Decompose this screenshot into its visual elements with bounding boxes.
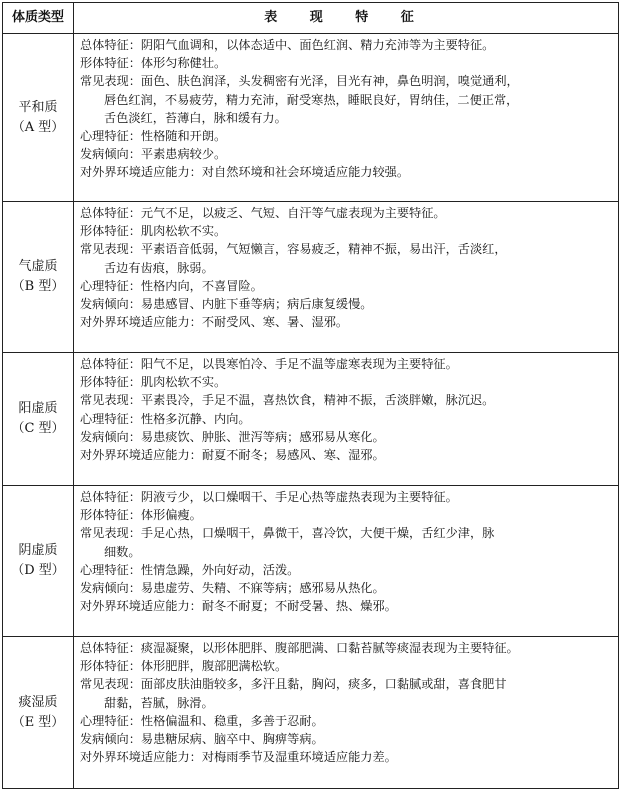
feature-line: 形体特征：肌肉松软不实。 <box>80 375 227 390</box>
constitution-type-code: （B 型） <box>11 279 65 294</box>
feature-line: 常见表现：面色、肤色润泽，头发稠密有光泽，目光有神，鼻色明润，嗅觉通利， <box>80 74 519 89</box>
constitution-features-cell <box>74 353 619 486</box>
constitution-type-cell <box>3 486 74 637</box>
constitution-type-name: 阳虚质 <box>18 401 58 416</box>
feature-line: 常见表现：平素畏冷，手足不温，喜热饮食，精神不振，舌淡胖嫩，脉沉迟。 <box>80 393 495 408</box>
table-row <box>3 202 619 353</box>
table-row <box>3 486 619 637</box>
constitution-type-name: 痰湿质 <box>18 694 58 710</box>
feature-line: 心理特征：性情急躁，外向好动，活泼。 <box>80 562 300 577</box>
feature-line: 对外界环境适应能力：耐冬不耐夏；不耐受暑、热、燥邪。 <box>80 599 397 614</box>
feature-line: 心理特征：性格内向，不喜冒险。 <box>80 278 263 293</box>
feature-line: 常见表现：平素语音低弱，气短懒言，容易疲乏，精神不振，易出汗，舌淡红， <box>80 242 507 257</box>
feature-line: 总体特征：阴阳气血调和，以体态适中、面色红润、精力充沛等为主要特征。 <box>80 38 495 52</box>
constitution-type-code: （C 型） <box>11 421 65 436</box>
feature-line: 发病倾向：易患痰饮、肿胀、泄泻等病；感邪易从寒化。 <box>80 429 385 444</box>
constitution-type-name: 阴虚质 <box>18 543 58 558</box>
constitution-type-name: 气虚质 <box>18 259 58 274</box>
constitution-features-cell <box>74 34 619 202</box>
feature-line: 对外界环境适应能力：不耐受风、寒、暑、湿邪。 <box>80 315 349 330</box>
feature-line: 甜黏，苔腻，脉滑。 <box>104 695 214 710</box>
feature-line: 发病倾向：易患糖尿病、脑卒中、胸痹等病。 <box>80 732 324 747</box>
constitution-type-code: （E 型） <box>11 714 65 730</box>
feature-line: 发病倾向：易患感冒、内脏下垂等病；病后康复缓慢。 <box>80 297 373 312</box>
table-header-row <box>3 3 619 34</box>
feature-line: 总体特征：阳气不足，以畏寒怕冷、手足不温等虚寒表现为主要特征。 <box>80 357 458 371</box>
constitution-table <box>2 2 619 789</box>
constitution-features-cell <box>74 486 619 637</box>
constitution-features-cell <box>74 202 619 353</box>
constitution-type-cell <box>3 202 74 353</box>
feature-line: 常见表现：手足心热，口燥咽干，鼻微干，喜冷饮，大便干燥，舌红少津，脉 <box>80 526 495 541</box>
feature-line: 舌边有齿痕，脉弱。 <box>104 260 214 275</box>
constitution-type-cell <box>3 353 74 486</box>
feature-line: 舌色淡红，苔薄白，脉和缓有力。 <box>104 110 287 125</box>
feature-line: 细数。 <box>104 544 141 559</box>
table-row <box>3 353 619 486</box>
feature-line: 心理特征：性格随和开朗。 <box>80 129 227 144</box>
feature-line: 对外界环境适应能力：对梅雨季节及湿重环境适应能力差。 <box>80 750 397 765</box>
feature-line: 形体特征：肌肉松软不实。 <box>80 224 227 239</box>
feature-line: 对外界环境适应能力：耐夏不耐冬；易感风、寒、湿邪。 <box>80 448 385 463</box>
feature-line: 唇色红润，不易疲劳，精力充沛，耐受寒热，睡眠良好，胃纳佳，二便正常， <box>104 92 519 107</box>
feature-line: 总体特征：痰湿凝聚，以形体肥胖、腹部肥满、口黏苔腻等痰湿表现为主要特征。 <box>80 641 519 655</box>
feature-line: 发病倾向：易患虚劳、失精、不寐等病；感邪易从热化。 <box>80 581 385 596</box>
feature-line: 总体特征：阴液亏少，以口燥咽干、手足心热等虚热表现为主要特征。 <box>80 490 458 504</box>
table-row <box>3 637 619 789</box>
constitution-type-cell <box>3 637 74 789</box>
constitution-type-name: 平和质 <box>18 99 58 115</box>
header-features: 表 现 特 征 <box>74 3 619 34</box>
feature-line: 心理特征：性格偏温和、稳重，多善于忍耐。 <box>80 713 324 728</box>
header-type: 体质类型 <box>3 3 74 34</box>
feature-line: 形体特征：体形匀称健壮。 <box>80 56 227 71</box>
constitution-features-cell <box>74 637 619 789</box>
feature-line: 心理特征：性格多沉静、内向。 <box>80 411 251 426</box>
constitution-type-code: （A 型） <box>11 119 65 135</box>
feature-line: 对外界环境适应能力：对自然环境和社会环境适应能力较强。 <box>80 165 410 180</box>
feature-line: 总体特征：元气不足，以疲乏、气短、自汗等气虚表现为主要特征。 <box>80 206 446 220</box>
feature-line: 形体特征：体形肥胖，腹部肥满松软。 <box>80 659 288 674</box>
constitution-type-code: （D 型） <box>11 563 65 578</box>
table-row <box>3 34 619 202</box>
constitution-type-cell <box>3 34 74 202</box>
feature-line: 发病倾向：平素患病较少。 <box>80 147 227 162</box>
feature-line: 常见表现：面部皮肤油脂较多，多汗且黏，胸闷，痰多，口黏腻或甜，喜食肥甘 <box>80 677 507 692</box>
feature-line: 形体特征：体形偏瘦。 <box>80 508 202 523</box>
